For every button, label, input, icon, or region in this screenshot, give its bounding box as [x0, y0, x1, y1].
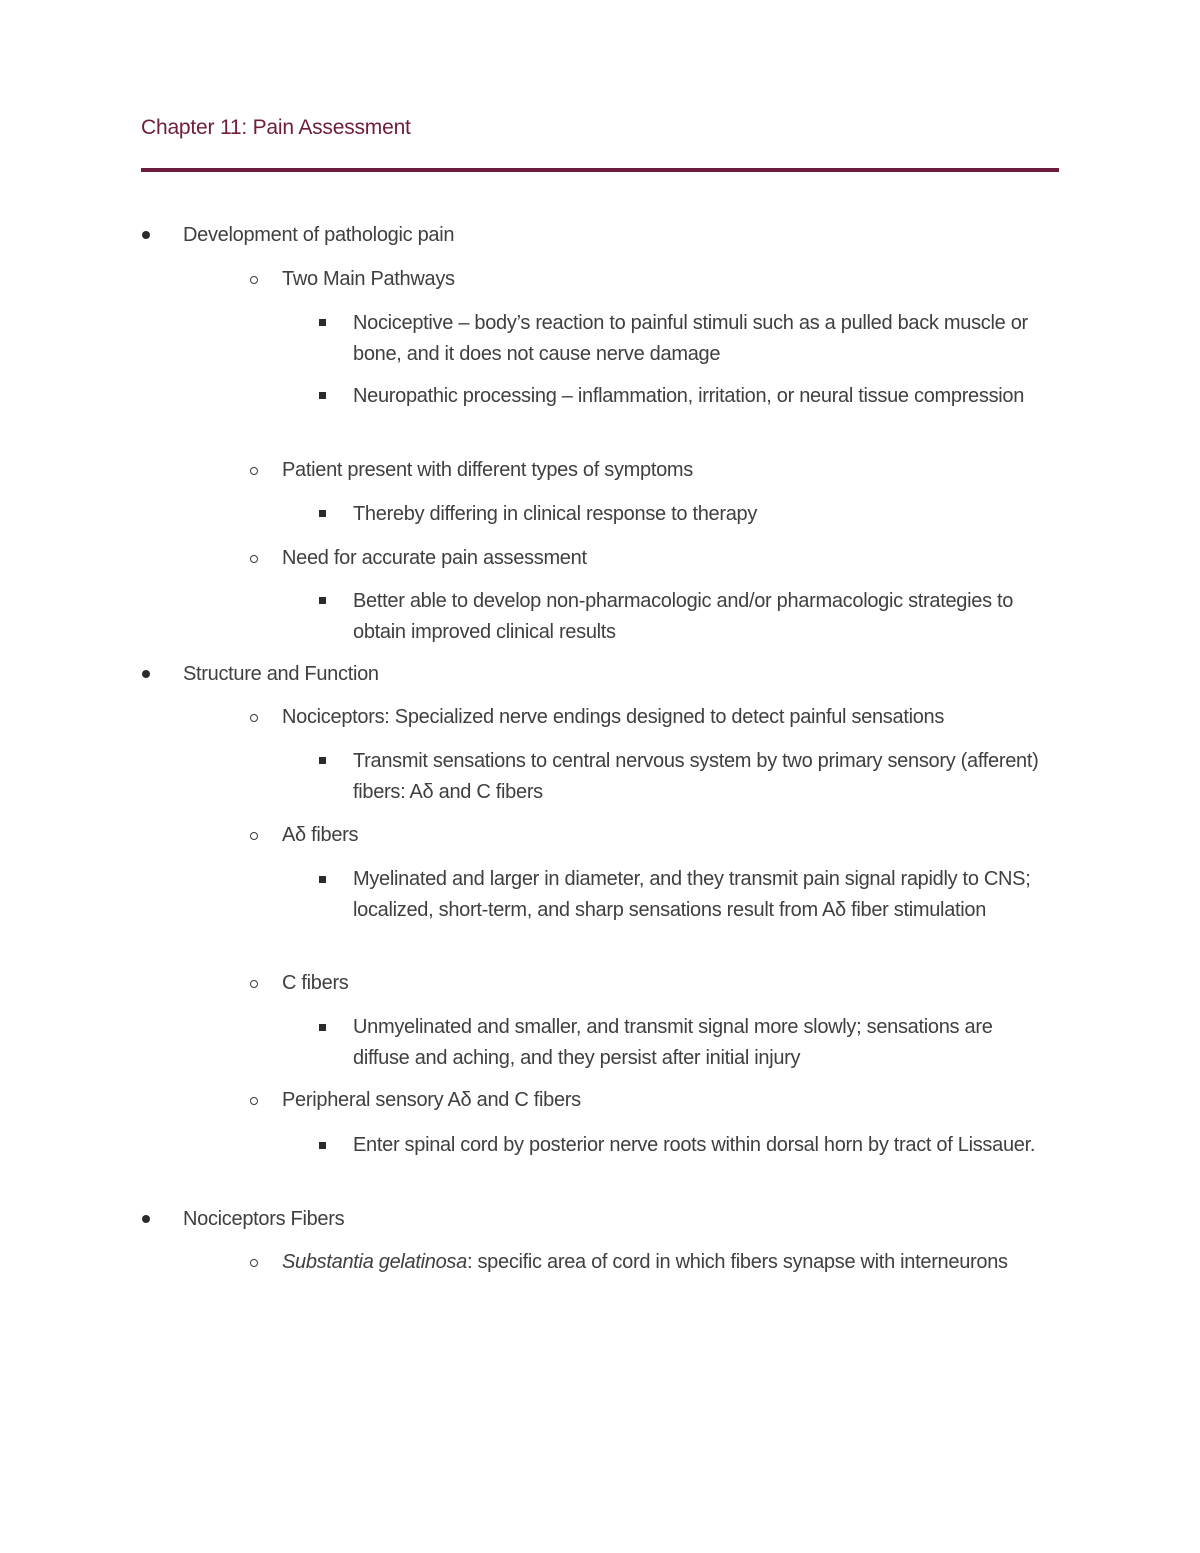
list-item-level2: Nociceptors: Specialized nerve endings designed to detect painful sensations [282, 706, 945, 728]
list-item-level2: Peripheral sensory Aδ and C fibers [282, 1089, 581, 1111]
italic-term: Substantia gelatinosa [282, 1251, 467, 1273]
title-divider [141, 168, 1059, 172]
bullet-circle-icon [250, 555, 258, 563]
list-item-level2: Need for accurate pain assessment [282, 547, 587, 569]
bullet-circle-icon [250, 276, 258, 284]
list-item-level3: Unmyelinated and smaller, and transmit signal more slowly; sensations are diffuse and aching, and they persist after initial injury [353, 1016, 993, 1069]
list-item-level1: Structure and Function [183, 663, 379, 685]
list-item-level3: Neuropathic processing – inflammation, irritation, or neural tissue compression [353, 385, 1025, 407]
bullet-disc-icon [142, 1215, 150, 1223]
list-item-level2: Patient present with different types of symptoms [282, 459, 693, 481]
list-item-level3: Myelinated and larger in diameter, and they transmit pain signal rapidly to CNS; localized, short-term, and sharp sensations result from Aδ fiber stimulation [353, 868, 1031, 921]
list-item-level1: Development of pathologic pain [183, 224, 455, 246]
list-item-level3: Thereby differing in clinical response to therapy [353, 503, 758, 525]
bullet-square-icon [319, 319, 326, 326]
bullet-disc-icon [142, 231, 150, 239]
bullet-square-icon [319, 510, 326, 517]
bullet-square-icon [319, 1142, 326, 1149]
bullet-square-icon [319, 757, 326, 764]
page-title: Chapter 11: Pain Assessment [141, 116, 411, 139]
bullet-disc-icon [142, 670, 150, 678]
list-item-level3: Transmit sensations to central nervous system by two primary sensory (afferent) fibers: Aδ and C fibers [353, 750, 1039, 803]
list-item-level2: Two Main Pathways [282, 268, 455, 290]
bullet-square-icon [319, 392, 326, 399]
list-item-level2: C fibers [282, 972, 349, 994]
bullet-square-icon [319, 876, 326, 883]
list-item-level3: Nociceptive – body’s reaction to painful stimuli such as a pulled back muscle or bone, and it does not cause nerve damage [353, 312, 1028, 365]
list-item-level3: Enter spinal cord by posterior nerve roots within dorsal horn by tract of Lissauer. [353, 1134, 1036, 1156]
bullet-square-icon [319, 1024, 326, 1031]
bullet-circle-icon [250, 980, 258, 988]
list-item-level2 [282, 1247, 1052, 1278]
bullet-circle-icon [250, 1097, 258, 1105]
bullet-circle-icon [250, 832, 258, 840]
term-definition: : specific area of cord in which fibers synapse with interneurons [466, 1251, 1008, 1273]
bullet-square-icon [319, 597, 326, 604]
list-item-level2: Aδ fibers [282, 824, 359, 846]
list-item-level3: Better able to develop non-pharmacologic and/or pharmacologic strategies to obtain improved clinical results [353, 590, 1014, 643]
bullet-circle-icon [250, 1259, 258, 1267]
list-item-level1: Nociceptors Fibers [183, 1208, 345, 1230]
bullet-circle-icon [250, 714, 258, 722]
bullet-circle-icon [250, 467, 258, 475]
